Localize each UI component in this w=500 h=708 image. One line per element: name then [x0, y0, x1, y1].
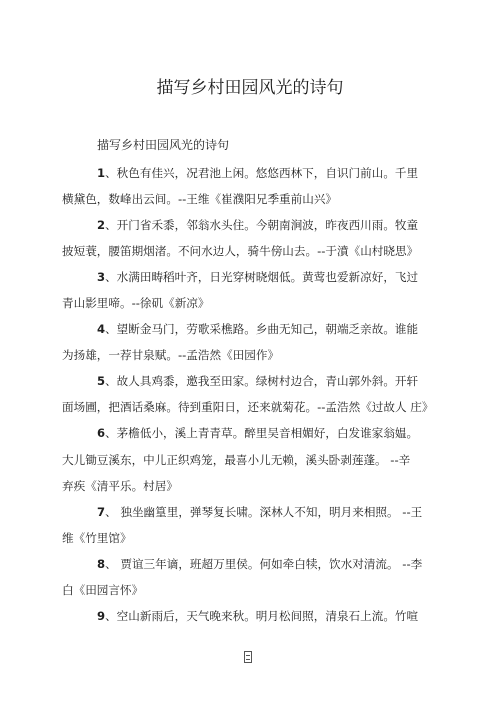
poem-5-line-1 [97, 372, 418, 390]
poem-7-line-2: 维《竹里馆》 [62, 531, 132, 545]
poem-8-text-1: 、 贾谊三年谪，班超万里侯。何如牵白犊，饮水对清流。 --李 [105, 557, 423, 571]
poem-6-number: 6 [97, 426, 106, 440]
document-subtitle: 描写乡村田园风光的诗句 [97, 138, 230, 152]
poem-1-number: 1 [97, 166, 106, 180]
poem-2-text-1: 、开门省禾黍，邻翁水头住。今朝南涧波，昨夜西川雨。牧童 [105, 218, 419, 232]
poem-8-line-1 [97, 555, 422, 573]
page-title: 描写乡村田园风光的诗句 [156, 78, 344, 98]
poem-5-number: 5 [97, 374, 106, 388]
poem-3-line-2: 青山影里啼。--徐矶《新凉》 [62, 296, 210, 310]
poem-8-number: 8 [97, 557, 106, 571]
poem-5-text-1: 、故人具鸡黍，邀我至田家。绿树村边合，青山郭外斜。开轩 [105, 374, 419, 388]
poem-3-number: 3 [97, 270, 106, 284]
poem-9-line-1 [97, 607, 418, 625]
poem-4-line-2: 为扬雄，一荐甘泉赋。--孟浩然《田园作》 [62, 348, 280, 362]
poem-6-text-1: 、茅檐低小，溪上青青草。醉里吴音相媚好，白发谁家翁媪。 [105, 426, 419, 440]
poem-7-number: 7 [97, 505, 106, 519]
poem-2-line-1 [97, 216, 418, 234]
poem-4-line-1 [97, 320, 418, 338]
poem-9-text-1: 、空山新雨后，天气晚来秋。明月松间照，清泉石上流。竹喧 [105, 609, 419, 623]
poem-3-text-1: 、水满田畴稻叶齐，日光穿树晓烟低。黄莺也爱新凉好，飞过 [105, 270, 419, 284]
poem-7-text-1: 、 独坐幽篁里，弹琴复长啸。深林人不知，明月来相照。 --王 [105, 505, 423, 519]
poem-6-line-2: 大儿锄豆溪东，中儿正织鸡笼，最喜小儿无赖，溪头卧剥莲蓬。 --辛 [62, 453, 411, 467]
poem-2-line-2: 披短蓑，腰笛期烟渚。不问水边人，骑牛傍山去。--于濆《山村晓思》 [62, 244, 419, 258]
poem-1-text-1: 、秋色有佳兴，况君池上闲。悠悠西林下，自识门前山。千里 [105, 166, 419, 180]
poem-1-line-2: 横黛色，数峰出云间。--王维《崔濮阳兄季重前山兴》 [62, 192, 338, 206]
poem-1-line-1 [97, 164, 418, 182]
poem-3-line-1 [97, 268, 418, 286]
poem-8-line-2: 白《田园言怀》 [62, 583, 144, 597]
poem-4-number: 4 [97, 322, 106, 336]
poem-6-line-1 [97, 424, 418, 442]
poem-6-line-3: 弃疾《清平乐。村居》 [62, 479, 178, 493]
poem-4-text-1: 、望断金马门，劳歌采樵路。乡曲无知己，朝端乏亲故。谁能 [105, 322, 419, 336]
poem-7-line-1 [97, 503, 422, 521]
page-footer-icon [244, 651, 252, 663]
poem-2-number: 2 [97, 218, 106, 232]
poem-5-line-2: 面场圃，把酒话桑麻。待到重阳日，还来就菊花。--孟浩然《过故人 庄》 [62, 400, 434, 414]
poem-9-number: 9 [97, 609, 106, 623]
